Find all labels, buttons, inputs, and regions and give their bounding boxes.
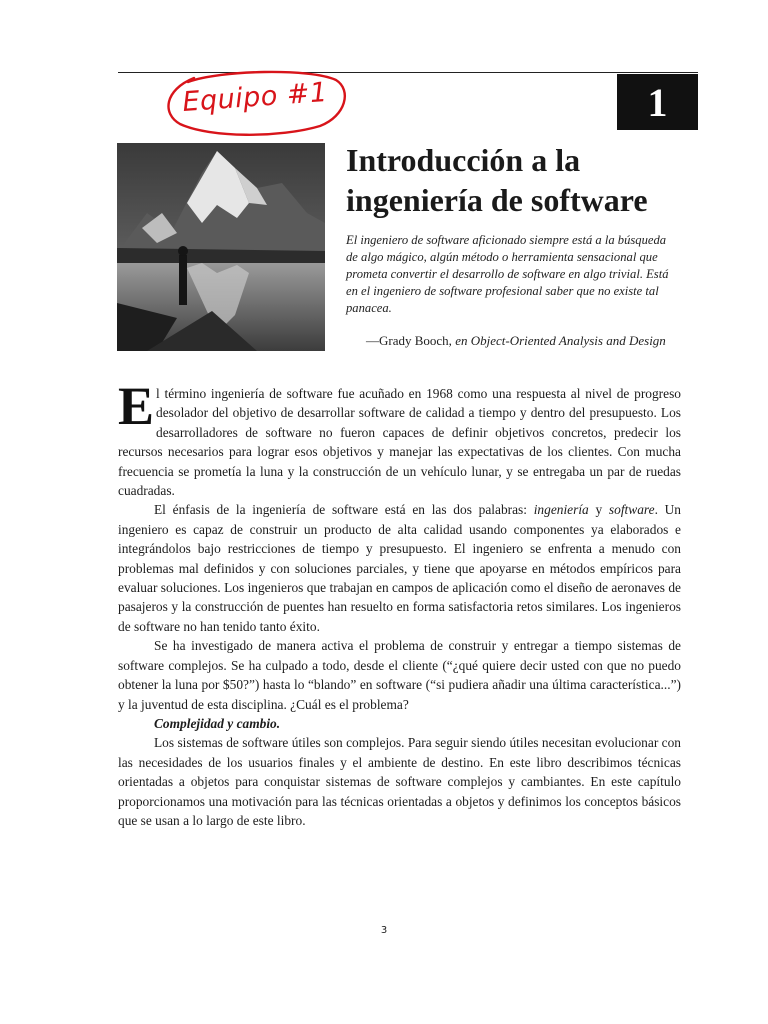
page-number: 3 bbox=[380, 925, 388, 936]
epigraph-quote: El ingeniero de software aficionado siempre está a la búsqueda de algo mágico, algún método o herramienta sensacional que prometa convertir el desarrollo de software en algo trivial. Está en el ingeniero de software profesional saber que no existe tal panacea. bbox=[346, 233, 669, 315]
paragraph-3: Se ha investigado de manera activa el problema de construir y entregar a tiempo sistemas de software complejos. Se ha culpado a todo, desde el cliente (“¿qué quiere decir usted con que no puedo obtener la luna por $50?”) hasta lo “blando” en software (“si pudiera añadir una última característica...”) y la juventud de esta disciplina. ¿Cuál es el problema? bbox=[118, 638, 681, 712]
emphasis-software: software bbox=[608, 502, 655, 518]
chapter-body bbox=[118, 376, 682, 830]
paragraph-1-text: l término ingeniería de software fue acuñado en 1968 como una respuesta al nivel de progreso desolador del objetivo de desarrollar software de calidad a tiempo y dentro del presupuesto. Los desarrolladores de software no fueron capaces de definir objetivos concretos, predecir los recursos necesarios para lograr esos objetivos y manejar las expectativas de los clientes. Con mucha frecuencia se prometía la luna y la construcción de un vehículo lunar, y se entregaba un par de ruedas cuadradas. bbox=[118, 386, 681, 499]
paragraph-4: Los sistemas de software útiles son complejos. Para seguir siendo útiles necesitan evolucionar con las necesidades de los usuarios finales y el ambiente de destino. En este libro describimos técnicas orientadas a objetos para conquistar sistemas de software complejos y cambiantes. En este capítulo proporcionamos una motivación para las técnicas orientadas a objetos y definimos los conceptos básicos que se usan a lo largo de este libro. bbox=[118, 735, 681, 828]
chapter-number: 1 bbox=[647, 79, 668, 125]
handwritten-note: Equipo #1 bbox=[181, 76, 329, 119]
mountain-lake-photo bbox=[117, 143, 325, 351]
chapter-title: Introducción a la ingeniería de software bbox=[346, 142, 648, 218]
subheading bbox=[118, 714, 681, 733]
chapter-number-box bbox=[617, 74, 698, 130]
paragraph-2-and: y bbox=[588, 502, 609, 518]
attribution-author: —Grady Booch, bbox=[366, 333, 456, 348]
paragraph-2-start: El énfasis de la ingeniería de software está en las dos palabras: bbox=[154, 502, 534, 518]
subheading-text: Complejidad y cambio. bbox=[154, 715, 281, 731]
drop-cap: E bbox=[118, 376, 155, 436]
paragraph-2 bbox=[118, 500, 681, 636]
attribution-prefix: en bbox=[455, 333, 471, 348]
emphasis-ingenieria: ingeniería bbox=[533, 502, 589, 518]
attribution-work: Object-Oriented Analysis and Design bbox=[470, 333, 666, 348]
paragraph-2-rest: . Un ingeniero es capaz de construir un producto de alta calidad usando componentes ya elaborados e integrándolos bajo restricciones de tiempo y presupuesto. El ingeniero se enfrenta a menudo con problemas mal definidos y con soluciones parciales, y tiene que apoyarse en métodos empíricos para evaluar soluciones. Los ingenieros que trabajan en campos de aplicación como el diseño de aeronaves de pasajeros y la construcción de puentes han resuelto en forma satisfactoria retos similares. Los ingenieros de software no han tenido tanto éxito. bbox=[118, 502, 682, 634]
epigraph-attribution bbox=[366, 333, 686, 349]
paragraph-1 bbox=[118, 376, 681, 500]
